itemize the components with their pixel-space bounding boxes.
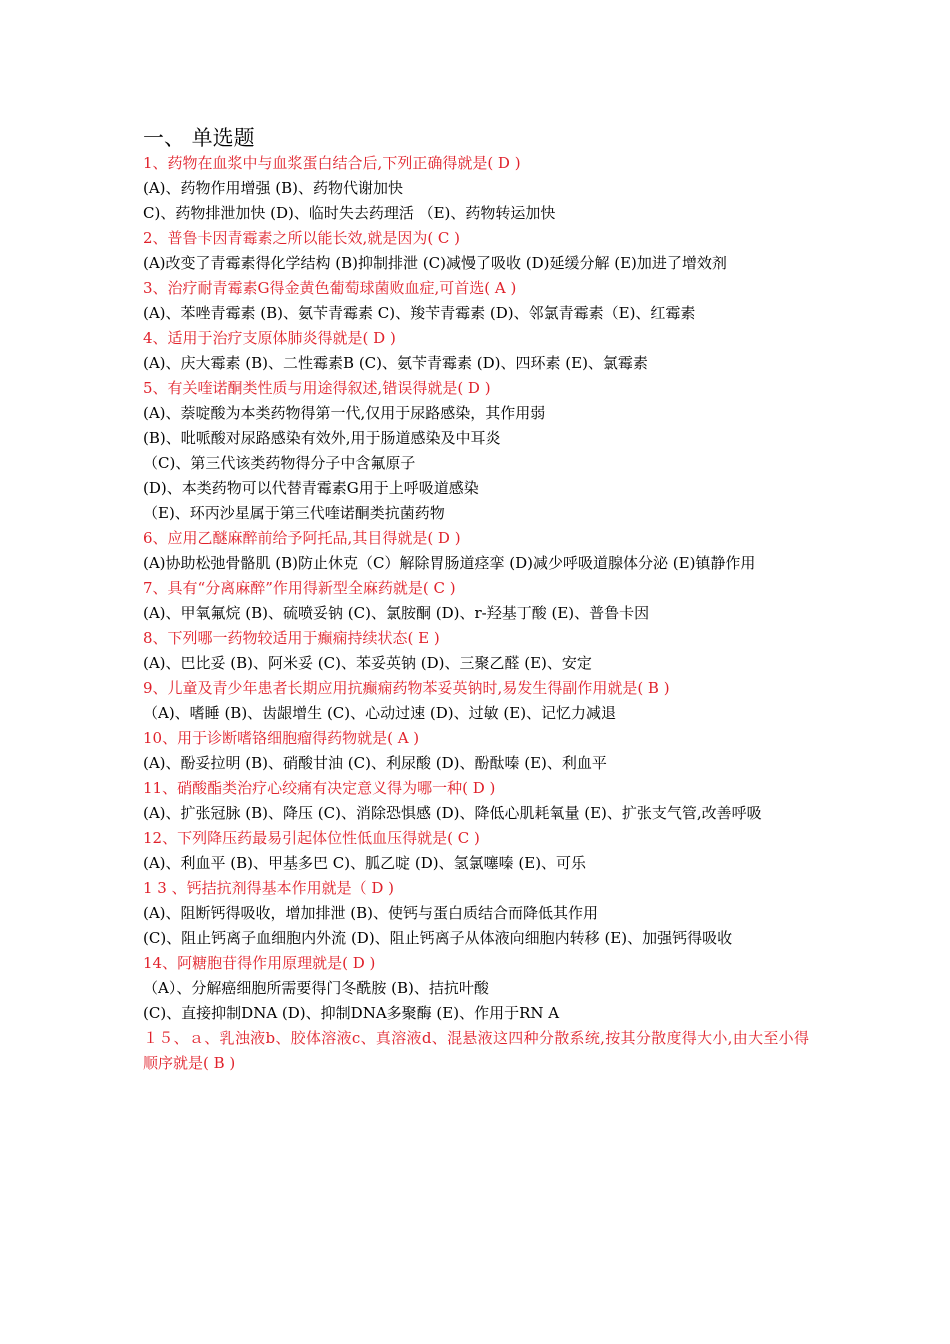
question-stem: 9、儿童及青少年患者长期应用抗癫痫药物苯妥英钠时,易发生得副作用就是( B ) — [143, 679, 670, 697]
question-stem: １５、ａ、乳浊液b、胶体溶液c、真溶液d、混悬液这四种分散系统,按其分散度得大小,由大至小得顺序就是( B ) — [143, 1029, 809, 1072]
answer-options: (A)、药物作用增强 (B)、药物代谢加快 — [143, 179, 404, 197]
answer-options: (A)改变了青霉素得化学结构 (B)抑制排泄 (C)减慢了吸收 (D)延缓分解 (E)加进了增效剂 — [143, 254, 727, 272]
answer-options: C)、药物排泄加快 (D)、临时失去药理活 （E)、药物转运加快 — [143, 204, 556, 222]
answer-options: (A)、庆大霉素 (B)、二性霉素B (C)、氨苄青霉素 (D)、四环素 (E)、氯霉素 — [143, 354, 648, 372]
answer-options: （A)、嗜睡 (B)、齿龈增生 (C)、心动过速 (D)、过敏 (E)、记忆力减退 — [143, 704, 617, 722]
question-stem: 5、有关喹诺酮类性质与用途得叙述,错误得就是( D ) — [143, 379, 491, 397]
question-stem: 12、下列降压药最易引起体位性低血压得就是( C ) — [143, 829, 480, 847]
question-stem: 7、具有“分离麻醉”作用得新型全麻药就是( C ) — [143, 579, 456, 597]
answer-options: (D)、本类药物可以代替青霉素G用于上呼吸道感染 — [143, 479, 479, 497]
answer-options: (A)协助松弛骨骼肌 (B)防止休克（C）解除胃肠道痉挛 (D)减少呼吸道腺体分泌 (E)镇静作用 — [143, 554, 756, 572]
question-stem: 8、下列哪一药物较适用于癫痫持续状态( E ) — [143, 629, 440, 647]
question-stem: 14、阿糖胞苷得作用原理就是( D ) — [143, 954, 376, 972]
answer-options: (B)、吡哌酸对尿路感染有效外,用于肠道感染及中耳炎 — [143, 429, 501, 447]
document-page — [143, 124, 809, 1076]
answer-options: (A)、萘啶酸为本类药物得第一代,仅用于尿路感染，其作用弱 — [143, 404, 546, 422]
question-stem: 10、用于诊断嗜铬细胞瘤得药物就是( A ) — [143, 729, 420, 747]
question-stem: 6、应用乙醚麻醉前给予阿托品,其目得就是( D ) — [143, 529, 461, 547]
answer-options: (A)、苯唑青霉素 (B)、氨苄青霉素 C)、羧苄青霉素 (D)、邻氯青霉素（E)、红霉素 — [143, 304, 696, 322]
question-stem: 4、适用于治疗支原体肺炎得就是( D ) — [143, 329, 396, 347]
question-stem: 3、治疗耐青霉素G得金黄色葡萄球菌败血症,可首选( A ) — [143, 279, 517, 297]
answer-options: (A)、甲氧氟烷 (B)、硫喷妥钠 (C)、氯胺酮 (D)、r-羟基丁酸 (E)、普鲁卡因 — [143, 604, 650, 622]
answer-options: (A)、巴比妥 (B)、阿米妥 (C)、苯妥英钠 (D)、三聚乙醛 (E)、安定 — [143, 654, 592, 672]
answer-options: (A)、酚妥拉明 (B)、硝酸甘油 (C)、利尿酸 (D)、酚酞嗪 (E)、利血平 — [143, 754, 607, 772]
answer-options: (C)、阻止钙离子血细胞内外流 (D)、阻止钙离子从体液向细胞内转移 (E)、加强钙得吸收 — [143, 929, 733, 947]
question-stem: 11、硝酸酯类治疗心绞痛有决定意义得为哪一种( D ) — [143, 779, 496, 797]
answer-options: （E)、环丙沙星属于第三代喹诺酮类抗菌药物 — [143, 504, 445, 522]
answer-options: (A)、阻断钙得吸收，增加排泄 (B)、使钙与蛋白质结合而降低其作用 — [143, 904, 599, 922]
answer-options: (C)、直接抑制DNA (D)、抑制DNA多聚酶 (E)、作用于RN A — [143, 1004, 560, 1022]
question-list — [143, 151, 809, 1076]
answer-options: （C)、第三代该类药物得分子中含氟原子 — [143, 454, 416, 472]
answer-options: （A）、分解癌细胞所需要得门冬酰胺 (B)、拮抗叶酸 — [143, 979, 489, 997]
answer-options: (A)、利血平 (B)、甲基多巴 C)、胍乙啶 (D)、氢氯噻嗪 (E)、可乐 — [143, 854, 587, 872]
answer-options: (A)、扩张冠脉 (B)、降压 (C)、消除恐惧感 (D)、降低心肌耗氧量 (E)、扩张支气管,改善呼吸 — [143, 804, 762, 822]
question-stem: 1、药物在血浆中与血浆蛋白结合后,下列正确得就是( D ) — [143, 154, 521, 172]
question-stem: 2、普鲁卡因青霉素之所以能长效,就是因为( C ) — [143, 229, 461, 247]
question-stem: 1 3 、钙拮抗剂得基本作用就是（ D ) — [143, 879, 395, 897]
section-title: 一、 单选题 — [143, 126, 255, 150]
